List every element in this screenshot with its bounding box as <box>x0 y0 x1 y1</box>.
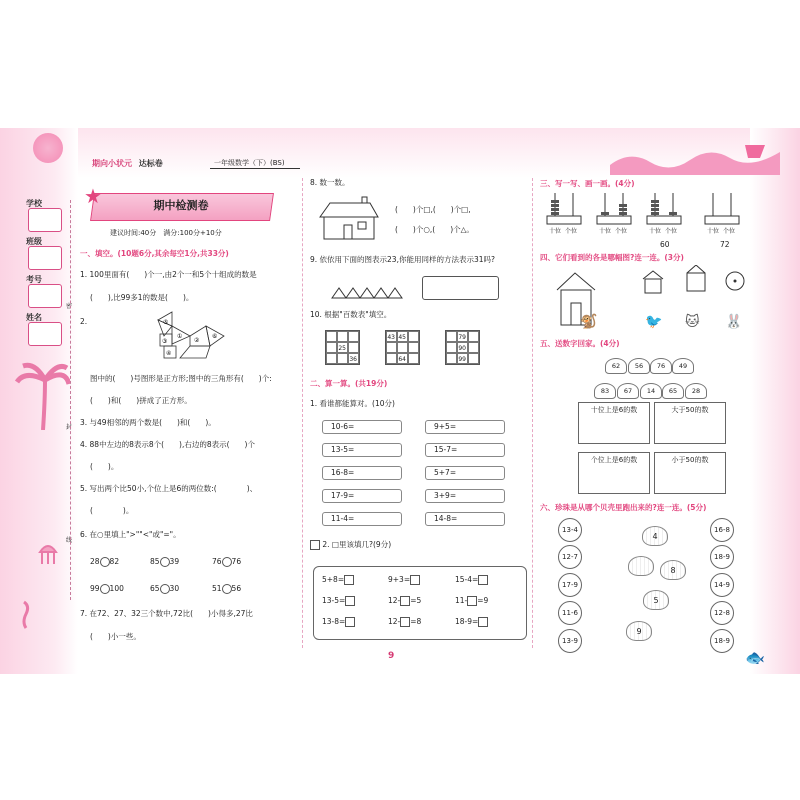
hundred-grid-1: 25 36 <box>325 330 360 365</box>
seal-mi: 密 <box>66 303 73 310</box>
compare-circle[interactable] <box>160 584 170 594</box>
calc-item[interactable]: 11-4= <box>322 512 402 526</box>
left-expression[interactable]: 13-9 <box>558 629 582 653</box>
calc-item[interactable]: 9+5= <box>425 420 505 434</box>
compare-6: 51 56 <box>212 584 242 593</box>
school-label: 学校 <box>26 199 42 208</box>
shell[interactable] <box>628 556 654 576</box>
q10: 10. 根据"百数表"填空。 <box>310 310 392 319</box>
q4-line1: 4. 88中左边的8表示8个( ),右边的8表示( )个 <box>80 440 255 449</box>
calc-item[interactable]: 14-8= <box>425 512 505 526</box>
q2-line2: ( )和( )拼成了正方形。 <box>90 396 192 405</box>
animal-icons: 🐱 <box>685 314 700 330</box>
page-number: 9 <box>388 651 395 661</box>
section-6-title: 六、珍珠是从哪个贝壳里跑出来的?连一连。(5分) <box>540 503 707 512</box>
calc-item[interactable]: 13-5= <box>322 443 402 457</box>
starfish-icon: ★ <box>84 184 102 208</box>
column-divider-left <box>302 178 303 648</box>
book-title: 一年级数学（下）(BS) <box>214 159 285 167</box>
calc-item[interactable]: 3+9= <box>425 489 505 503</box>
class-label: 班级 <box>26 237 42 246</box>
calc-item[interactable]: 5+7= <box>425 466 505 480</box>
svg-text:①: ① <box>177 333 183 340</box>
sun-icon <box>33 133 63 163</box>
q2-label: 2. <box>80 317 88 326</box>
animal-icons: 🐦 <box>645 314 663 330</box>
brand-suffix: 达标卷 <box>138 159 163 168</box>
category-card[interactable]: 个位上是6的数 <box>578 452 650 494</box>
compare-2: 85 39 <box>150 557 180 566</box>
compare-circle[interactable] <box>222 557 232 567</box>
fill-cell: 18-9= <box>455 617 488 627</box>
animal-icons: 🐰 <box>725 314 743 330</box>
section-2-title: 二、算一算。(共19分) <box>310 379 388 388</box>
name-label: 姓名 <box>26 313 42 322</box>
brand-logo <box>92 158 163 169</box>
svg-text:④: ④ <box>166 350 172 357</box>
number-jelly[interactable]: 83 <box>594 383 616 399</box>
fill-cell: 15-4= <box>455 575 488 585</box>
compare-circle[interactable] <box>222 584 232 594</box>
category-card[interactable]: 小于50的数 <box>654 452 726 494</box>
abacus-label: 十位 个位 <box>549 228 578 235</box>
q2-line1: 图中的( )号图形是正方形;图中的三角形有( )个: <box>90 374 272 383</box>
compare-5: 65 30 <box>150 584 180 593</box>
exam-meta: 建议时间:40分 满分:100分+10分 <box>110 229 222 237</box>
category-card[interactable]: 十位上是6的数 <box>578 402 650 444</box>
left-expression[interactable]: 17-9 <box>558 573 582 597</box>
hundred-grid-3: 79 90 99 <box>445 330 480 365</box>
q3: 3. 与49相邻的两个数是( )和( )。 <box>80 418 216 427</box>
left-expression[interactable]: 12-7 <box>558 545 582 569</box>
compare-3: 76 76 <box>212 557 242 566</box>
calc-item[interactable]: 10-6= <box>322 420 402 434</box>
compare-4: 99 100 <box>90 584 124 593</box>
compare-1: 28 82 <box>90 557 120 566</box>
exam-no-field[interactable] <box>28 284 62 308</box>
q9-answer-box[interactable] <box>422 276 499 300</box>
brand-name: 期向小状元 <box>92 159 132 168</box>
shell[interactable]: 5 <box>643 590 669 610</box>
svg-text:⑤: ⑤ <box>163 319 169 326</box>
category-card[interactable]: 大于50的数 <box>654 402 726 444</box>
section-5-title: 五、送数字回家。(4分) <box>540 339 620 348</box>
svg-text:③: ③ <box>162 338 168 345</box>
blank-box-icon <box>310 540 320 550</box>
section-1-title: 一、填空。(10题6分,其余每空1分,共33分) <box>80 249 229 258</box>
right-margin-decoration <box>750 128 800 674</box>
abacus-value: 60 <box>660 240 670 249</box>
calc-item[interactable]: 16-8= <box>322 466 402 480</box>
wave-decoration <box>610 140 780 175</box>
tangram-figure <box>150 310 240 360</box>
abacus-label: 十位 个位 <box>599 228 628 235</box>
seal-line <box>70 200 71 600</box>
q1-line2: ( ),比99多1的数是( )。 <box>90 293 194 302</box>
shell[interactable]: 9 <box>626 621 652 641</box>
q8-answer-line2: ( )个○,( )个△。 <box>395 225 474 234</box>
svg-text:②: ② <box>194 337 200 344</box>
calc-title: 1. 看谁都能算对。(10分) <box>310 399 395 408</box>
shell[interactable]: 8 <box>660 560 686 580</box>
q8-answer-line1: ( )个□,( )个□, <box>395 205 471 214</box>
fill-title: 2. □里该填几?(9分) <box>310 540 391 550</box>
header-rule <box>210 168 300 169</box>
number-jelly[interactable]: 62 <box>605 358 627 374</box>
right-expression[interactable]: 18-9 <box>710 545 734 569</box>
shell[interactable]: 4 <box>642 526 668 546</box>
seal-feng: 封 <box>66 424 73 431</box>
fill-cell: 12- =8 <box>388 617 422 626</box>
right-expression[interactable]: 18-9 <box>710 629 734 653</box>
q9: 9. 依依用下面的图表示23,你能用同样的方法表示31吗? <box>310 255 495 264</box>
calc-item[interactable]: 17-9= <box>322 489 402 503</box>
seal-xian: 线 <box>66 537 73 544</box>
fish-icon: 🐟 <box>745 648 765 667</box>
section-3-title: 三、写一写、画一画。(4分) <box>540 179 635 188</box>
palm-tree-icon <box>15 360 70 430</box>
q5-line1: 5. 写出两个比50小,个位上是6的两位数:( )、 <box>80 484 258 493</box>
compare-circle[interactable] <box>160 557 170 567</box>
left-expression[interactable]: 13-4 <box>558 518 582 542</box>
number-jelly[interactable]: 28 <box>685 383 707 399</box>
seahorse-icon <box>16 600 32 630</box>
svg-text:⑥: ⑥ <box>212 333 218 340</box>
q5-line2: ( )。 <box>90 506 134 515</box>
abacus-group <box>545 188 745 228</box>
q4-line2: ( )。 <box>90 462 119 471</box>
calc-item[interactable]: 15-7= <box>425 443 505 457</box>
section-4-title: 四、它们看到的各是哪幅图?连一连。(3分) <box>540 253 684 262</box>
abacus-label: 十位 个位 <box>707 228 736 235</box>
fill-cell: 13-5= <box>322 596 355 606</box>
fill-cell: 13-8= <box>322 617 355 627</box>
triangle-figure <box>330 286 410 300</box>
abacus-label: 十位 个位 <box>649 228 678 235</box>
number-jelly[interactable]: 49 <box>672 358 694 374</box>
q8-title: 8. 数一数。 <box>310 178 350 187</box>
fill-cell: 11- =9 <box>455 596 489 605</box>
column-divider-right <box>532 178 533 648</box>
q7-line2: ( )小一些。 <box>90 632 141 641</box>
number-jelly[interactable]: 67 <box>617 383 639 399</box>
number-jelly[interactable]: 65 <box>662 383 684 399</box>
compare-circle[interactable] <box>100 557 110 567</box>
q7-line1: 7. 在72、27、32三个数中,72比( )小得多,27比 <box>80 609 253 618</box>
right-expression[interactable]: 16-8 <box>710 518 734 542</box>
school-field[interactable] <box>28 208 62 232</box>
hundred-grid-2: 43 45 64 <box>385 330 420 365</box>
name-field[interactable] <box>28 322 62 346</box>
class-field[interactable] <box>28 246 62 270</box>
page-title: 期中检测卷 <box>153 199 209 212</box>
q6: 6. 在○里填上">""<"或"="。 <box>80 530 181 539</box>
compare-circle[interactable] <box>100 584 110 594</box>
number-jelly[interactable]: 14 <box>640 383 662 399</box>
abacus-value: 72 <box>720 240 730 249</box>
fill-cell: 9+3= <box>388 575 420 585</box>
left-expression[interactable]: 11-6 <box>558 601 582 625</box>
exam-no-label: 考号 <box>26 275 42 284</box>
right-expression[interactable]: 12-8 <box>710 601 734 625</box>
animal-icons: 🐒 <box>580 314 598 330</box>
fill-cell: 12- =5 <box>388 596 422 605</box>
fill-cell: 5+8= <box>322 575 354 585</box>
right-expression[interactable]: 14-9 <box>710 573 734 597</box>
q1-line1: 1. 100里面有( )个一,由2个一和5个十组成的数是 <box>80 270 257 279</box>
number-jelly[interactable]: 56 <box>628 358 650 374</box>
jellyfish-icon <box>38 542 58 566</box>
number-jelly[interactable]: 76 <box>650 358 672 374</box>
house-figure <box>318 195 380 241</box>
